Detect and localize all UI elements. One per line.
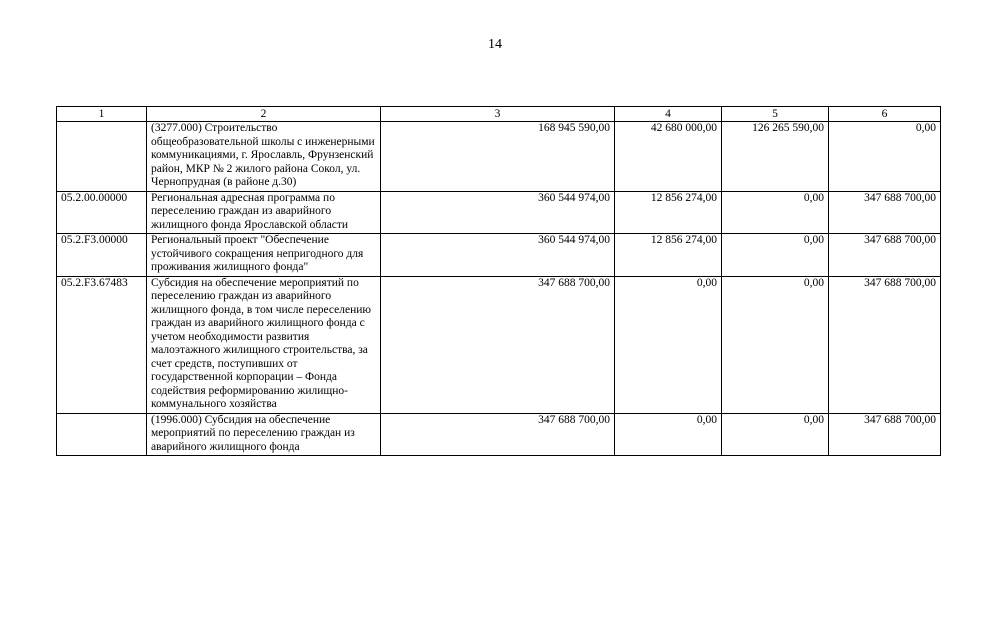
table-row <box>57 122 941 192</box>
row-value-col3: 360 544 974,00 <box>381 191 615 234</box>
row-value-col4: 0,00 <box>615 276 722 413</box>
table-row <box>57 276 941 413</box>
row-code: 05.2.F3.67483 <box>57 276 147 413</box>
row-value-col4: 42 680 000,00 <box>615 122 722 192</box>
page-number: 14 <box>488 37 502 52</box>
row-value-col6: 347 688 700,00 <box>829 413 941 456</box>
row-name: Региональная адресная программа по переселению граждан из аварийного жилищного фонда Ярославской области <box>147 191 381 234</box>
row-value-col6: 347 688 700,00 <box>829 234 941 277</box>
row-name: Региональный проект "Обеспечение устойчивого сокращения непригодного для проживания жилищного фонда" <box>147 234 381 277</box>
row-code <box>57 122 147 192</box>
row-value-col4: 0,00 <box>615 413 722 456</box>
row-name: Субсидия на обеспечение мероприятий по переселению граждан из аварийного жилищного фонда, в том числе переселению граждан из аварийного жилищного фонда с учетом необходимости развития малоэтажного жилищного строительства, за счет средств, поступивших от государственной корпорации – Фонда содействия реформированию жилищно-коммунального хозяйства <box>147 276 381 413</box>
row-code: 05.2.00.00000 <box>57 191 147 234</box>
header-row <box>57 107 941 122</box>
column-header-1: 1 <box>57 107 147 122</box>
row-value-col5: 126 265 590,00 <box>722 122 829 192</box>
row-value-col4: 12 856 274,00 <box>615 191 722 234</box>
row-name: (3277.000) Строительство общеобразовательной школы с инженерными коммуникациями, г. Ярославль, Фрунзенский район, МКР № 2 жилого района Сокол, ул. Чернопрудная (в районе д.30) <box>147 122 381 192</box>
table-header <box>57 107 941 122</box>
row-value-col3: 168 945 590,00 <box>381 122 615 192</box>
row-value-col5: 0,00 <box>722 276 829 413</box>
row-value-col3: 347 688 700,00 <box>381 276 615 413</box>
row-name: (1996.000) Субсидия на обеспечение мероприятий по переселению граждан из аварийного жилищного фонда <box>147 413 381 456</box>
column-header-3: 3 <box>381 107 615 122</box>
table-row <box>57 413 941 456</box>
row-value-col5: 0,00 <box>722 413 829 456</box>
table-body <box>57 122 941 456</box>
column-header-4: 4 <box>615 107 722 122</box>
column-header-6: 6 <box>829 107 941 122</box>
row-value-col3: 360 544 974,00 <box>381 234 615 277</box>
table-row <box>57 191 941 234</box>
table-row <box>57 234 941 277</box>
row-code: 05.2.F3.00000 <box>57 234 147 277</box>
budget-table <box>56 106 941 456</box>
row-value-col6: 347 688 700,00 <box>829 276 941 413</box>
column-header-5: 5 <box>722 107 829 122</box>
row-value-col5: 0,00 <box>722 191 829 234</box>
row-value-col5: 0,00 <box>722 234 829 277</box>
row-value-col6: 0,00 <box>829 122 941 192</box>
row-value-col4: 12 856 274,00 <box>615 234 722 277</box>
row-value-col3: 347 688 700,00 <box>381 413 615 456</box>
column-header-2: 2 <box>147 107 381 122</box>
row-value-col6: 347 688 700,00 <box>829 191 941 234</box>
row-code <box>57 413 147 456</box>
